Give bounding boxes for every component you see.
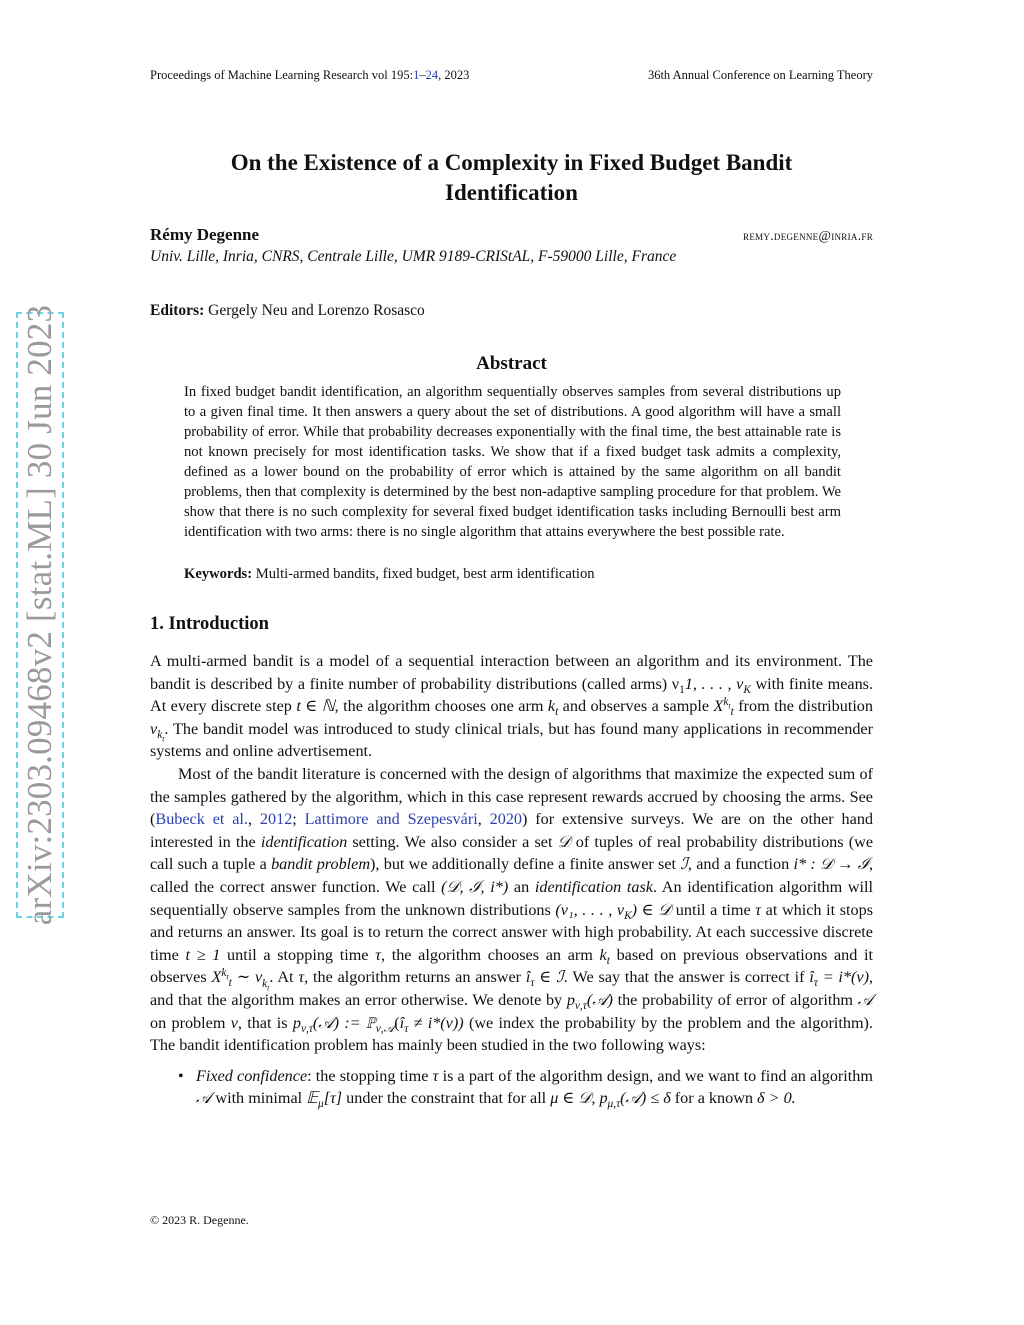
citation-bubeck[interactable]: Bubeck et al. [155,810,248,829]
keywords: Keywords: Multi-armed bandits, fixed budget, best arm identification [184,566,595,582]
pages-end-link[interactable]: 24 [425,68,439,82]
citation-lattimore-year[interactable]: 2020 [489,810,522,829]
bullet-icon: • [178,1066,184,1085]
intro-paragraph-1: A multi-armed bandit is a model of a sequential interaction between an algorithm and its environment. The bandit is described by a finite number of probability distributions (called arms) $\nu_11$, . . . , $\nu_K$ with finite means. At every discrete step t ∈ ℕ, the algorithm chooses one arm $k_t$ and observes a sample $X^{k_t}_t$ from the distribution $\nu_{k_t}$. The bandit model was introduced to study clinical trials, but has found many applications in recommender systems and online advertisement. [150,652,874,761]
copyright-notice: © 2023 R. Degenne. [150,1213,249,1227]
section-heading-introduction: 1. Introduction [150,614,269,634]
paper-title: On the Existence of a Complexity in Fixed Budget Bandit Identification [230,150,793,205]
conference-name: 36th Annual Conference on Learning Theory [647,68,873,82]
running-header [150,68,873,83]
author-row [150,225,873,245]
abstract-body: In fixed budget bandit identification, an algorithm sequentially observes samples from several distributions up to a given final time. It then answers a query about the set of distributions. A good algorithm will have a small probability of error. While that probability decreases exponentially with the final time, the best attainable rate is not known precisely for most identification tasks. We show that if a fixed budget task admits a complexity, defined as a lower bound on the probability of error which is attained by the same algorithm on all bandit problems, then that complexity is determined by the best non-adaptive sampling procedure for that problem. We show that there is no such complexity for several fixed budget identification tasks including Bernoulli best arm identification with two arms: there is no single algorithm that attains everywhere the best possible rate. [184,384,841,540]
citation-lattimore[interactable]: Lattimore and Szepesvári [304,810,478,829]
list-item: • Fixed confidence: the stopping time τ is a part of the algorithm design, and we want to find an algorithm 𝒜 with minimal 𝔼$_\mu$[τ] under the constraint that for all μ ∈ 𝒟, $p_{\mu,\tau}(𝒜) \le \delta$ for a known δ > 0. [178,1066,873,1111]
arxiv-stamp[interactable] [16,304,64,926]
editors: Editors: Gergely Neu and Lorenzo Rosasco [150,302,425,319]
citation-bubeck-year[interactable]: 2012 [259,810,293,829]
pages-start-link[interactable]: 1 [413,68,420,82]
abstract-heading: Abstract [476,353,547,374]
author-email[interactable]: remy.degenne@inria.fr [743,228,873,243]
introduction-body [150,650,873,1110]
author-name: Rémy Degenne [150,225,260,244]
proceedings-info: Proceedings of Machine Learning Research vol 195:1–24, 2023 [150,68,470,82]
author-affiliation: Univ. Lille, Inria, CNRS, Centrale Lille, UMR 9189-CRIStAL, F-59000 Lille, France [150,248,677,265]
arxiv-id: arXiv:2303.09468v2 [stat.ML] 30 Jun 2023 [20,304,60,926]
intro-paragraph-2: Most of the bandit literature is concerned with the design of algorithms that maximize the expected sum of the samples gathered by the algorithm, which in this case represent rewards accrued by choosing the arms. See (Bubeck et al., 2012; Lattimore and Szepesvári, 2020) for extensive surveys. We are on the other hand interested in the identification setting. We also consider a set 𝒟 of tuples of real probability distributions (we call such a tuple a bandit problem), but we additionally define a finite answer set ℐ, and a function i* : 𝒟 → ℐ, called the correct answer function. We call (𝒟, ℐ, i*) an identification task. An identification algorithm will sequentially observe samples from the unknown distributions (ν₁, . . . , $\nu_K$) ∈ 𝒟 until a time τ at which it stops and returns an answer. Its goal is to return the correct answer with high probability. At each successive discrete time t ≥ 1 until a stopping time τ, the algorithm chooses an arm $k_t$ based on previous observations and it observes $X^{k_t}_t$ ∼ $\nu_{k_t}$. At τ, the algorithm returns an answer $î_\tau$ ∈ ℐ. We say that the answer is correct if $î_\tau = i*(\nu)$, and that the algorithm makes an error otherwise. We denote by $p_{\nu,\tau}(𝒜)$ the probability of error of algorithm 𝒜 on problem ν, that is $p_{\nu,\tau}(𝒜)$ := $ℙ_{\nu,𝒜}(î_\tau \ne i*(\nu))$ (we index the probability by the problem and the algorithm). The bandit identification problem has mainly been studied in the two following ways: [150,764,874,1055]
identification-settings-list [150,1065,873,1110]
